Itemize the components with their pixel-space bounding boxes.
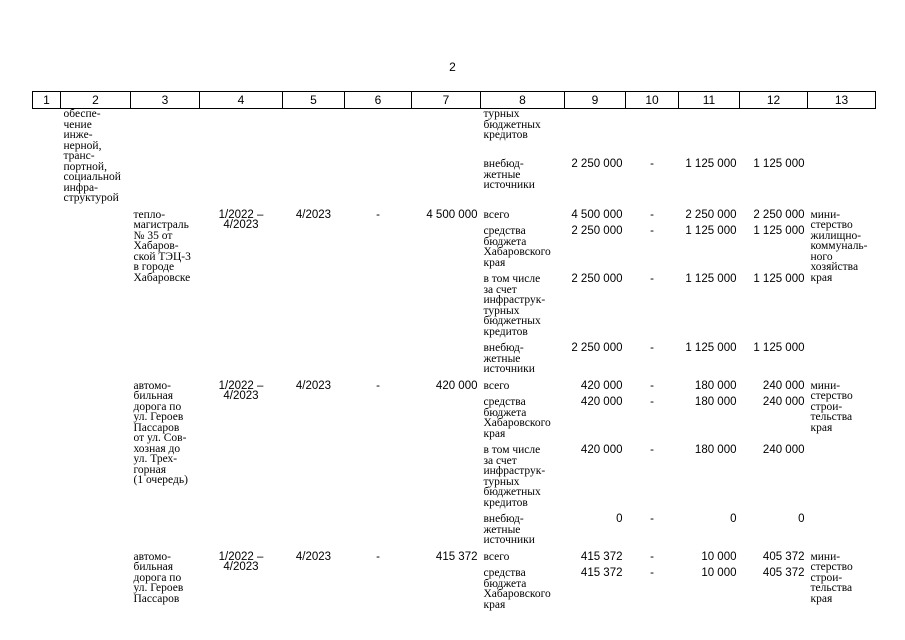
object-period: 1/2022 – 4/2023 [218, 550, 264, 573]
amount-col11: 1 125 000 [685, 158, 737, 171]
object-col7: 415 372 [435, 550, 478, 563]
amount-col10: - [650, 567, 654, 579]
amount-col10: - [650, 513, 654, 525]
object-name: автомо- бильная дорога по ул. Героев Пассаров [133, 550, 184, 605]
column-number: 13 [808, 92, 876, 109]
funding-source: турных бюджетных кредитов [483, 108, 541, 141]
column-number: 1 [33, 92, 61, 109]
amount-total: 415 372 [580, 550, 623, 563]
object-col7: 4 500 000 [426, 208, 478, 221]
page-number: 2 [449, 60, 456, 74]
amount-col12: 2 250 000 [753, 208, 805, 221]
amount-col12: 0 [798, 513, 805, 525]
funding-source: средства бюджета Хабаровского края [483, 225, 551, 269]
column-number: 2 [61, 92, 131, 109]
funding-source: средства бюджета Хабаровского края [483, 396, 551, 440]
amount-col11: 10 000 [701, 550, 737, 563]
amount-total: 2 250 000 [571, 158, 623, 171]
amount-col10: - [650, 208, 654, 221]
amount-col10: - [650, 342, 654, 354]
responsible-executor: мини- стерство жилищно- коммуналь- ного хозяйства края [810, 208, 868, 284]
amount-total: 415 372 [580, 567, 623, 579]
amount-col12: 1 125 000 [753, 273, 805, 285]
responsible-executor: мини- стерство строи- тельства края [810, 550, 853, 605]
object-col5: 4/2023 [295, 208, 332, 221]
amount-col10: - [650, 379, 654, 392]
funding-source: всего [483, 550, 510, 563]
amount-col11: 1 125 000 [685, 273, 737, 285]
amount-col12: 240 000 [762, 396, 805, 408]
amount-col10: - [650, 396, 654, 408]
object-col6: - [376, 550, 380, 563]
column-number: 8 [481, 92, 565, 109]
funding-source: средства бюджета Хабаровского края [483, 567, 551, 611]
object-period: 1/2022 – 4/2023 [218, 379, 264, 402]
funding-source: внебюд- жетные источники [483, 342, 535, 375]
column-number: 7 [412, 92, 481, 109]
amount-col10: - [650, 273, 654, 285]
amount-col10: - [650, 225, 654, 237]
amount-col10: - [650, 444, 654, 456]
column-number: 12 [740, 92, 808, 109]
amount-col12: 240 000 [762, 444, 805, 456]
amount-total: 4 500 000 [571, 208, 623, 221]
amount-total: 2 250 000 [571, 273, 623, 285]
amount-col11: 180 000 [694, 379, 737, 392]
funding-source: всего [483, 379, 510, 392]
amount-col12: 240 000 [762, 379, 805, 392]
column-number: 4 [200, 92, 283, 109]
amount-col11: 1 125 000 [685, 225, 737, 237]
amount-total: 0 [616, 513, 623, 525]
table-row [33, 381, 876, 398]
object-col5: 4/2023 [295, 550, 332, 563]
amount-col12: 1 125 000 [753, 225, 805, 237]
amount-col11: 180 000 [694, 444, 737, 456]
amount-total: 2 250 000 [571, 342, 623, 354]
object-col6: - [376, 208, 380, 221]
object-col6: - [376, 379, 380, 392]
funding-source: внебюд- жетные источники [483, 513, 535, 546]
purpose-cell: обеспе- чение инже- нерной, транс- портной, социальной инфра- структурой [63, 108, 121, 204]
amount-col12: 1 125 000 [753, 158, 805, 171]
funding-source: в том числе за счет инфраструк- турных бюджетных кредитов [483, 444, 546, 509]
column-number: 5 [283, 92, 345, 109]
amount-col12: 405 372 [762, 567, 805, 579]
funding-source: всего [483, 208, 510, 221]
amount-total: 420 000 [580, 379, 623, 392]
object-name: автомо- бильная дорога по ул. Героев Пассаров от ул. Сов- хозная до ул. Трех- горная (1 очередь) [133, 379, 188, 486]
object-col7: 420 000 [435, 379, 478, 392]
table-row [33, 159, 876, 209]
responsible-executor: мини- стерство строи- тельства края [810, 379, 853, 434]
column-number-row [33, 92, 876, 109]
amount-col11: 10 000 [701, 567, 737, 579]
object-name: тепло- магистраль № 35 от Хабаров- ской ТЭЦ-3 в городе Хабаровске [133, 208, 191, 284]
column-number: 9 [565, 92, 626, 109]
table-row [33, 552, 876, 569]
amount-col11: 2 250 000 [685, 208, 737, 221]
table-row [33, 109, 876, 160]
amount-total: 420 000 [580, 444, 623, 456]
amount-col10: - [650, 158, 654, 171]
amount-col11: 1 125 000 [685, 342, 737, 354]
object-col5: 4/2023 [295, 379, 332, 392]
amount-col12: 405 372 [762, 550, 805, 563]
column-number: 6 [345, 92, 412, 109]
column-number: 11 [679, 92, 740, 109]
funding-source: в том числе за счет инфраструк- турных бюджетных кредитов [483, 273, 546, 338]
column-number: 3 [131, 92, 200, 109]
amount-total: 420 000 [580, 396, 623, 408]
amount-col11: 180 000 [694, 396, 737, 408]
amount-col12: 1 125 000 [753, 342, 805, 354]
table-row [33, 210, 876, 227]
funding-source: внебюд- жетные источники [483, 158, 535, 192]
object-period: 1/2022 – 4/2023 [218, 208, 264, 231]
amount-col11: 0 [730, 513, 737, 525]
program-table [32, 91, 876, 610]
amount-total: 2 250 000 [571, 225, 623, 237]
amount-col10: - [650, 550, 654, 563]
column-number: 10 [626, 92, 679, 109]
